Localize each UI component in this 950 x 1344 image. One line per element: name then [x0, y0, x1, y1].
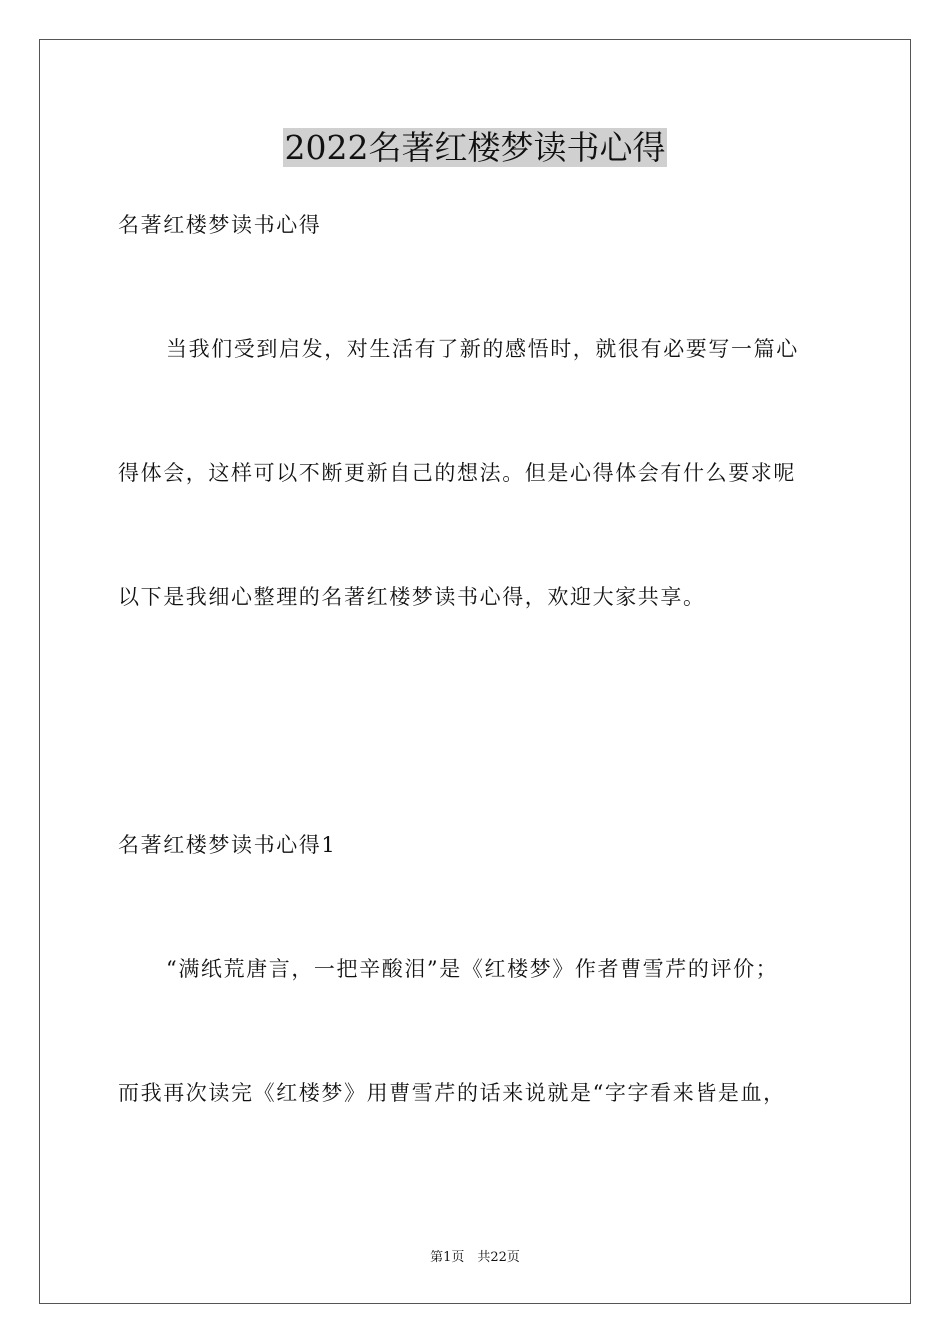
paragraph-line: “满纸荒唐言，一把辛酸泪”是《红楼梦》作者曹雪芹的评价；: [166, 957, 779, 981]
paragraph-line: 得体会，这样可以不断更新自己的想法。但是心得体会有什么要求呢: [118, 461, 796, 485]
document-title-text: 2022名著红楼梦读书心得: [284, 128, 666, 167]
section-heading: 名著红楼梦读书心得1: [118, 833, 337, 857]
document-title: [0, 127, 950, 169]
paragraph-line: 以下是我细心整理的名著红楼梦读书心得，欢迎大家共享。: [118, 585, 706, 609]
subtitle-line: 名著红楼梦读书心得: [118, 213, 322, 237]
paragraph-line: 当我们受到启发，对生活有了新的感悟时，就很有必要写一篇心: [166, 337, 799, 361]
page-footer: 第1页 共22页: [430, 1250, 520, 1265]
paragraph-line: 而我再次读完《红楼梦》用曹雪芹的话来说就是“字字看来皆是血，: [118, 1081, 786, 1105]
